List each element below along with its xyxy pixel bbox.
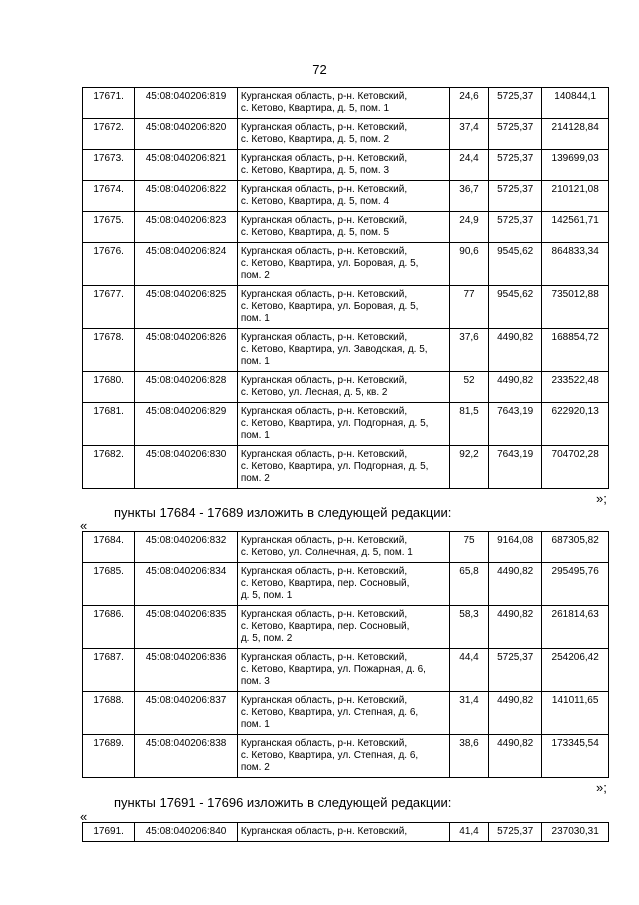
address-line: с. Кетово, Квартира, ул. Степная, д. 6, [240,707,419,718]
cadastral-number-cell: 45:08:040206:825 [135,286,238,329]
table-row [83,286,609,329]
closing-quote-mark: »; [596,780,607,795]
cadastral-number-cell: 45:08:040206:829 [135,403,238,446]
record-number-cell: 17688. [83,692,135,735]
unit-price-cell: 9545,62 [489,243,542,286]
address-cell [237,563,449,606]
cadastral-value-cell: 141011,65 [542,692,609,735]
address-cell [237,403,449,446]
record-number-cell: 17686. [83,606,135,649]
cadastral-number-cell: 45:08:040206:828 [135,372,238,403]
unit-price-cell: 4490,82 [489,329,542,372]
table-row [83,649,609,692]
cadastral-number-cell: 45:08:040206:835 [135,606,238,649]
address-line: с. Кетово, Квартира, ул. Степная, д. 6, [240,750,419,761]
address-line: с. Кетово, Квартира, ул. Заводская, д. 5, [240,344,428,355]
record-number-cell: 17687. [83,649,135,692]
address-line: Курганская область, р-н. Кетовский, [240,289,408,300]
address-line: Курганская область, р-н. Кетовский, [240,122,408,133]
record-number-cell: 17681. [83,403,135,446]
address-line: Курганская область, р-н. Кетовский, [240,609,408,620]
cadastral-value-cell: 139699,03 [542,150,609,181]
record-number-cell: 17685. [83,563,135,606]
table-row [83,181,609,212]
cadastral-number-cell: 45:08:040206:821 [135,150,238,181]
address-line: с. Кетово, Квартира, ул. Подгорная, д. 5, [240,418,429,429]
record-number-cell: 17678. [83,329,135,372]
cadastral-number-cell: 45:08:040206:840 [135,823,238,842]
cadastral-number-cell: 45:08:040206:826 [135,329,238,372]
address-line: Курганская область, р-н. Кетовский, [240,184,408,195]
area-cell: 36,7 [450,181,489,212]
record-number-cell: 17676. [83,243,135,286]
record-number-cell: 17671. [83,88,135,119]
unit-price-cell: 7643,19 [489,403,542,446]
cadastral-value-cell: 237030,31 [542,823,609,842]
address-cell [237,119,449,150]
closing-quote-mark: »; [596,491,607,506]
table-row [83,329,609,372]
address-line: Курганская область, р-н. Кетовский, [240,91,408,102]
address-line: Курганская область, р-н. Кетовский, [240,375,408,386]
cadastral-value-cell: 210121,08 [542,181,609,212]
unit-price-cell: 5725,37 [489,212,542,243]
address-line: с. Кетово, Квартира, д. 5, пом. 2 [240,134,390,145]
address-line: с. Кетово, Квартира, ул. Подгорная, д. 5, [240,461,429,472]
record-number-cell: 17672. [83,119,135,150]
address-line: Курганская область, р-н. Кетовский, [240,449,408,460]
address-line: Курганская область, р-н. Кетовский, [240,332,408,343]
address-line: с. Кетово, ул. Лесная, д. 5, кв. 2 [240,387,388,398]
unit-price-cell: 4490,82 [489,606,542,649]
area-cell: 37,6 [450,329,489,372]
table-row [83,735,609,778]
record-number-cell: 17675. [83,212,135,243]
record-number-cell: 17677. [83,286,135,329]
cadastral-number-cell: 45:08:040206:838 [135,735,238,778]
unit-price-cell: 4490,82 [489,372,542,403]
cadastral-number-cell: 45:08:040206:837 [135,692,238,735]
property-table-3 [82,822,609,842]
unit-price-cell: 5725,37 [489,181,542,212]
address-line: Курганская область, р-н. Кетовский, [240,535,408,546]
area-cell: 65,8 [450,563,489,606]
address-cell [237,243,449,286]
cadastral-number-cell: 45:08:040206:819 [135,88,238,119]
record-number-cell: 17674. [83,181,135,212]
address-line: с. Кетово, Квартира, д. 5, пом. 5 [240,227,390,238]
cadastral-number-cell: 45:08:040206:830 [135,446,238,489]
cadastral-number-cell: 45:08:040206:820 [135,119,238,150]
unit-price-cell: 5725,37 [489,649,542,692]
address-line: пом. 2 [240,270,270,281]
instruction-text: пункты 17691 - 17696 изложить в следующей редакции: [114,795,452,810]
table-row [83,446,609,489]
cadastral-value-cell: 622920,13 [542,403,609,446]
address-cell [237,286,449,329]
unit-price-cell: 5725,37 [489,150,542,181]
address-cell [237,606,449,649]
cadastral-number-cell: 45:08:040206:832 [135,532,238,563]
table-row [83,243,609,286]
unit-price-cell: 5725,37 [489,119,542,150]
record-number-cell: 17689. [83,735,135,778]
address-line: пом. 2 [240,762,270,773]
address-line: с. Кетово, Квартира, пер. Сосновый, [240,621,410,632]
table-row [83,150,609,181]
address-line: Курганская область, р-н. Кетовский, [240,652,408,663]
cadastral-value-cell: 233522,48 [542,372,609,403]
address-line: Курганская область, р-н. Кетовский, [240,215,408,226]
cadastral-value-cell: 168854,72 [542,329,609,372]
area-cell: 58,3 [450,606,489,649]
address-line: д. 5, пом. 2 [240,633,293,644]
cadastral-number-cell: 45:08:040206:836 [135,649,238,692]
area-cell: 38,6 [450,735,489,778]
table-row [83,823,609,842]
record-number-cell: 17673. [83,150,135,181]
area-cell: 41,4 [450,823,489,842]
address-cell [237,735,449,778]
address-line: с. Кетово, Квартира, д. 5, пом. 1 [240,103,390,114]
unit-price-cell: 9545,62 [489,286,542,329]
cadastral-value-cell: 254206,42 [542,649,609,692]
unit-price-cell: 9164,08 [489,532,542,563]
table-row [83,563,609,606]
table-row [83,372,609,403]
table-row [83,119,609,150]
area-cell: 77 [450,286,489,329]
address-cell [237,181,449,212]
table-row [83,532,609,563]
area-cell: 24,9 [450,212,489,243]
cadastral-value-cell: 214128,84 [542,119,609,150]
unit-price-cell: 4490,82 [489,735,542,778]
address-cell [237,649,449,692]
record-number-cell: 17684. [83,532,135,563]
cadastral-value-cell: 261814,63 [542,606,609,649]
unit-price-cell: 5725,37 [489,823,542,842]
address-line: Курганская область, р-н. Кетовский, [240,566,408,577]
address-line: Курганская область, р-н. Кетовский, [240,738,408,749]
cadastral-value-cell: 735012,88 [542,286,609,329]
address-cell [237,329,449,372]
unit-price-cell: 5725,37 [489,88,542,119]
area-cell: 52 [450,372,489,403]
area-cell: 75 [450,532,489,563]
address-cell [237,212,449,243]
cadastral-value-cell: 864833,34 [542,243,609,286]
opening-quote-mark: « [80,809,88,824]
address-line: пом. 1 [240,313,270,324]
address-cell [237,88,449,119]
area-cell: 81,5 [450,403,489,446]
address-line: с. Кетово, Квартира, ул. Пожарная, д. 6, [240,664,426,675]
record-number-cell: 17680. [83,372,135,403]
address-cell [237,532,449,563]
area-cell: 37,4 [450,119,489,150]
address-line: пом. 1 [240,430,270,441]
table-row [83,212,609,243]
address-cell [237,823,449,842]
property-table-2 [82,531,609,778]
address-line: Курганская область, р-н. Кетовский, [240,406,408,417]
cadastral-value-cell: 142561,71 [542,212,609,243]
address-cell [237,692,449,735]
opening-quote-mark: « [80,518,88,533]
cadastral-number-cell: 45:08:040206:822 [135,181,238,212]
address-line: пом. 1 [240,356,270,367]
address-line: Курганская область, р-н. Кетовский, [240,695,408,706]
address-line: с. Кетово, Квартира, д. 5, пом. 3 [240,165,390,176]
address-line: с. Кетово, ул. Солнечная, д. 5, пом. 1 [240,547,413,558]
table-row [83,606,609,649]
address-line: с. Кетово, Квартира, ул. Боровая, д. 5, [240,258,419,269]
unit-price-cell: 7643,19 [489,446,542,489]
unit-price-cell: 4490,82 [489,563,542,606]
cadastral-number-cell: 45:08:040206:824 [135,243,238,286]
unit-price-cell: 4490,82 [489,692,542,735]
cadastral-value-cell: 295495,76 [542,563,609,606]
address-cell [237,372,449,403]
cadastral-value-cell: 687305,82 [542,532,609,563]
property-table-1 [82,87,609,489]
cadastral-number-cell: 45:08:040206:834 [135,563,238,606]
cadastral-value-cell: 140844,1 [542,88,609,119]
address-line: д. 5, пом. 1 [240,590,293,601]
area-cell: 24,6 [450,88,489,119]
area-cell: 24,4 [450,150,489,181]
address-cell [237,150,449,181]
address-line: пом. 2 [240,473,270,484]
record-number-cell: 17682. [83,446,135,489]
table-row [83,88,609,119]
area-cell: 44,4 [450,649,489,692]
table-row [83,692,609,735]
cadastral-number-cell: 45:08:040206:823 [135,212,238,243]
cadastral-value-cell: 704702,28 [542,446,609,489]
address-line: с. Кетово, Квартира, ул. Боровая, д. 5, [240,301,419,312]
table-row [83,403,609,446]
page-number: 72 [312,62,327,77]
address-line: Курганская область, р-н. Кетовский, [240,826,408,837]
address-cell [237,446,449,489]
address-line: Курганская область, р-н. Кетовский, [240,246,408,257]
cadastral-value-cell: 173345,54 [542,735,609,778]
area-cell: 92,2 [450,446,489,489]
address-line: с. Кетово, Квартира, д. 5, пом. 4 [240,196,390,207]
address-line: Курганская область, р-н. Кетовский, [240,153,408,164]
address-line: пом. 1 [240,719,270,730]
instruction-text: пункты 17684 - 17689 изложить в следующей редакции: [114,505,452,520]
area-cell: 31,4 [450,692,489,735]
address-line: с. Кетово, Квартира, пер. Сосновый, [240,578,410,589]
area-cell: 90,6 [450,243,489,286]
record-number-cell: 17691. [83,823,135,842]
address-line: пом. 3 [240,676,270,687]
